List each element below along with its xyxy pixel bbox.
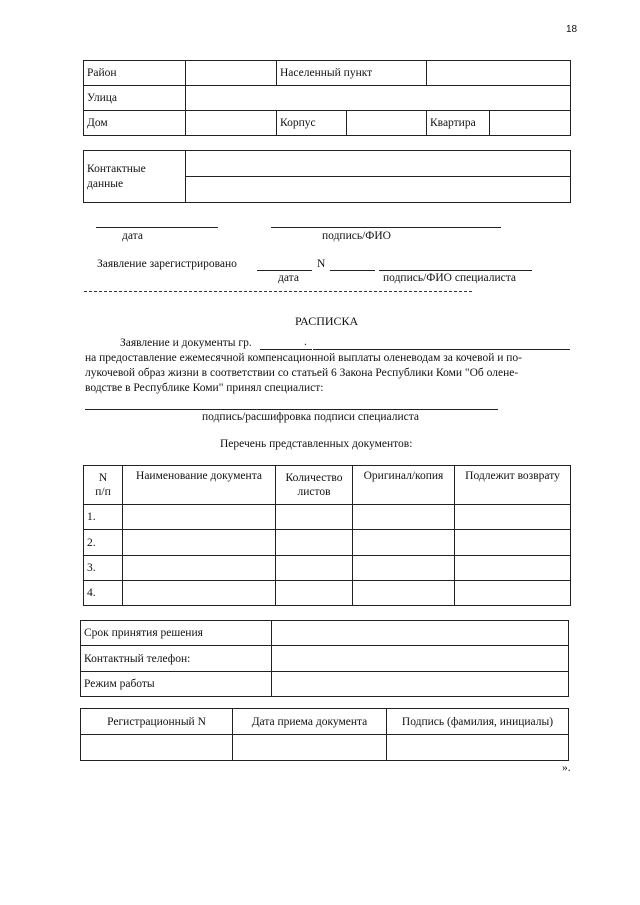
apartment-label: Квартира <box>427 111 490 136</box>
docs-row-num: 1. <box>84 505 123 530</box>
contacts-label-line1: Контактные <box>87 162 146 175</box>
decision-table <box>80 620 569 697</box>
receipt-body <box>85 351 570 396</box>
docs-cell-original[interactable] <box>353 581 455 606</box>
registration-specialist-line[interactable] <box>379 270 532 271</box>
docs-cell-count[interactable] <box>276 530 353 556</box>
docs-row-num: 4. <box>84 581 123 606</box>
reg-number-field[interactable] <box>81 735 233 761</box>
receipt-body-line1: на предоставление ежемесячной компенсационной выплаты оленеводам за кочевой и по- <box>85 352 522 364</box>
district-field[interactable] <box>186 61 277 86</box>
apartment-field[interactable] <box>490 111 571 136</box>
page-number: 18 <box>566 24 578 35</box>
docs-header-name: Наименование документа <box>123 466 276 505</box>
docs-cell-count[interactable] <box>276 556 353 581</box>
docs-cell-count[interactable] <box>276 581 353 606</box>
contacts-label <box>84 151 186 203</box>
applicant-date-line[interactable] <box>96 227 218 228</box>
house-label: Дом <box>84 111 186 136</box>
deadline-field[interactable] <box>272 621 569 646</box>
building-field[interactable] <box>347 111 427 136</box>
street-field[interactable] <box>186 86 571 111</box>
docs-row-num: 3. <box>84 556 123 581</box>
street-label: Улица <box>84 86 186 111</box>
registration-n-label: N <box>317 258 326 270</box>
building-label: Корпус <box>277 111 347 136</box>
docs-header-count-line2: листов <box>297 486 331 498</box>
docs-header-count-line1: Количество <box>285 472 343 484</box>
registration-table <box>80 708 569 761</box>
docs-cell-count[interactable] <box>276 505 353 530</box>
district-label: Район <box>84 61 186 86</box>
registration-specialist-caption: подпись/ФИО специалиста <box>383 272 516 284</box>
docs-cell-original[interactable] <box>353 556 455 581</box>
receipt-name-line-2[interactable] <box>313 349 570 350</box>
contacts-field-1[interactable] <box>186 151 571 177</box>
docs-cell-returnable[interactable] <box>455 581 571 606</box>
closing-mark: ». <box>562 762 571 774</box>
registration-date-line[interactable] <box>257 270 312 271</box>
reg-signature-label: Подпись (фамилия, инициалы) <box>387 709 569 735</box>
docs-row-num: 2. <box>84 530 123 556</box>
docs-cell-original[interactable] <box>353 530 455 556</box>
table-row <box>84 581 571 606</box>
docs-header-num-line2: п/п <box>95 486 111 498</box>
house-field[interactable] <box>186 111 277 136</box>
docs-header-num-line1: N <box>98 472 108 484</box>
applicant-signature-caption: подпись/ФИО <box>322 230 391 242</box>
documents-heading: Перечень представленных документов: <box>220 438 413 450</box>
receipt-intro-prefix: Заявление и документы гр. <box>120 337 252 349</box>
phone-field[interactable] <box>272 646 569 672</box>
locality-field[interactable] <box>427 61 571 86</box>
docs-cell-returnable[interactable] <box>455 530 571 556</box>
docs-cell-returnable[interactable] <box>455 556 571 581</box>
receipt-title: РАСПИСКА <box>295 314 359 328</box>
applicant-signature-line[interactable] <box>271 227 501 228</box>
table-row <box>84 556 571 581</box>
registration-date-caption: дата <box>278 272 299 284</box>
contacts-table <box>83 150 571 203</box>
table-row <box>84 505 571 530</box>
docs-header-count <box>276 466 353 505</box>
hours-label: Режим работы <box>81 672 272 697</box>
docs-cell-name[interactable] <box>123 556 276 581</box>
docs-cell-returnable[interactable] <box>455 505 571 530</box>
registered-label: Заявление зарегистрировано <box>97 258 237 270</box>
receipt-intro-dot: . <box>304 336 307 348</box>
registration-number-line[interactable] <box>330 270 375 271</box>
receipt-body-line2: лукочевой образ жизни в соответствии со статьей 6 Закона Республики Коми "Об олене- <box>85 367 519 379</box>
docs-header-num <box>84 466 123 505</box>
receipt-signature-caption: подпись/расшифровка подписи специалиста <box>202 411 420 423</box>
receipt-specialist-signature-line[interactable] <box>85 409 498 410</box>
docs-cell-name[interactable] <box>123 530 276 556</box>
contacts-label-line2: данные <box>87 177 124 190</box>
receipt-name-line-1[interactable] <box>260 349 312 350</box>
receipt-body-line3: водстве в Республике Коми" принял специалист: <box>85 382 324 394</box>
hours-field[interactable] <box>272 672 569 697</box>
receipt-date-field[interactable] <box>233 735 387 761</box>
reg-number-label: Регистрационный N <box>81 709 233 735</box>
cut-line <box>84 291 472 292</box>
phone-label: Контактный телефон: <box>81 646 272 672</box>
address-table <box>83 60 571 136</box>
docs-header-original: Оригинал/копия <box>353 466 455 505</box>
docs-cell-original[interactable] <box>353 505 455 530</box>
docs-cell-name[interactable] <box>123 505 276 530</box>
table-row <box>84 530 571 556</box>
docs-cell-name[interactable] <box>123 581 276 606</box>
locality-label: Населенный пункт <box>277 61 427 86</box>
contacts-field-2[interactable] <box>186 177 571 203</box>
deadline-label: Срок принятия решения <box>81 621 272 646</box>
applicant-date-caption: дата <box>122 230 143 242</box>
documents-table <box>83 465 571 606</box>
docs-header-returnable: Подлежит возврату <box>455 466 571 505</box>
receipt-date-label: Дата приема документа <box>233 709 387 735</box>
reg-signature-field[interactable] <box>387 735 569 761</box>
